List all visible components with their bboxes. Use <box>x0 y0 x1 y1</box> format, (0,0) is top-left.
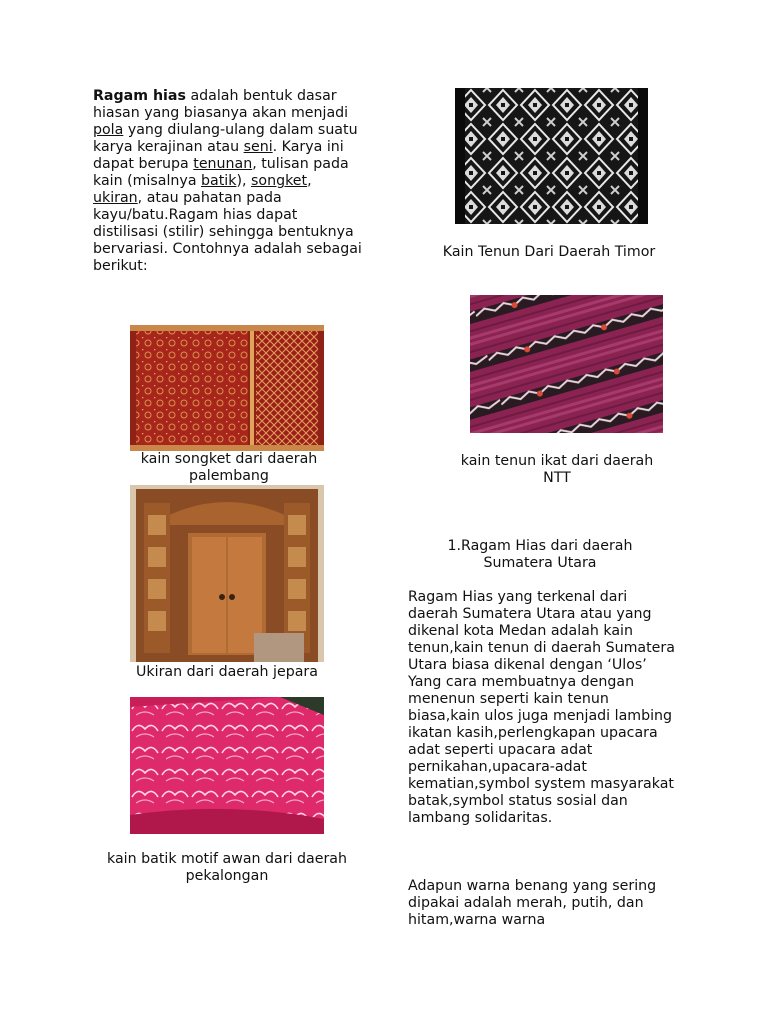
link-songket[interactable]: songket <box>251 173 308 189</box>
jepara-carving-image <box>130 485 324 662</box>
link-ukiran[interactable]: ukiran <box>93 190 138 206</box>
caption-jepara: Ukiran dari daerah jepara <box>136 664 318 680</box>
section-paragraph-1: Ragam Hias yang terkenal dari daerah Sumatera Utara atau yang dikenal kota Medan adalah kain tenun,kain tenun di daerah Sumatera Utara biasa dikenal dengan ‘Ulos’ Yang cara membuatnya dengan menenun seperti kain tenun biasa,kain ulos juga menjadi lambing ikatan kasih,perlengkapan upacara adat seperti upacara adat pernikahan,upacara-adat kematian,symbol system masyarakat batak,symbol status sosial dan lambang solidaritas. <box>408 589 675 826</box>
caption-songket: kain songket dari daerah palembang <box>140 451 318 484</box>
batik-image <box>130 697 324 834</box>
intro-bold-term: Ragam hias <box>93 88 186 104</box>
link-tenunan[interactable]: tenunan <box>193 156 253 172</box>
caption-ntt: kain tenun ikat dari daerah NTT <box>460 453 654 486</box>
link-batik[interactable]: batik <box>201 173 237 189</box>
caption-timor: Kain Tenun Dari Daerah Timor <box>442 244 656 260</box>
link-seni[interactable]: seni <box>243 139 273 155</box>
caption-batik: kain batik motif awan dari daerah pekalongan <box>107 851 347 884</box>
intro-paragraph: Ragam hias adalah bentuk dasar hiasan yang biasanya akan menjadi pola yang diulang-ulang dalam suatu karya kerajinan atau seni. Karya ini dapat berupa tenunan, tulisan pada kain (misalnya batik), songket, ukiran, atau pahatan pada kayu/batu.Ragam hias dapat distilisasi (stilir) sehingga bentuknya bervariasi. Contohnya adalah sebagai berikut: <box>93 88 362 274</box>
section-heading: 1.Ragam Hias dari daerah Sumatera Utara <box>447 538 633 571</box>
link-pola[interactable]: pola <box>93 122 124 138</box>
ntt-ikat-image <box>470 295 663 433</box>
songket-image <box>130 325 324 451</box>
timor-weave-image <box>455 88 648 224</box>
section-paragraph-2: Adapun warna benang yang sering dipakai adalah merah, putih, dan hitam,warna warna <box>408 878 657 928</box>
